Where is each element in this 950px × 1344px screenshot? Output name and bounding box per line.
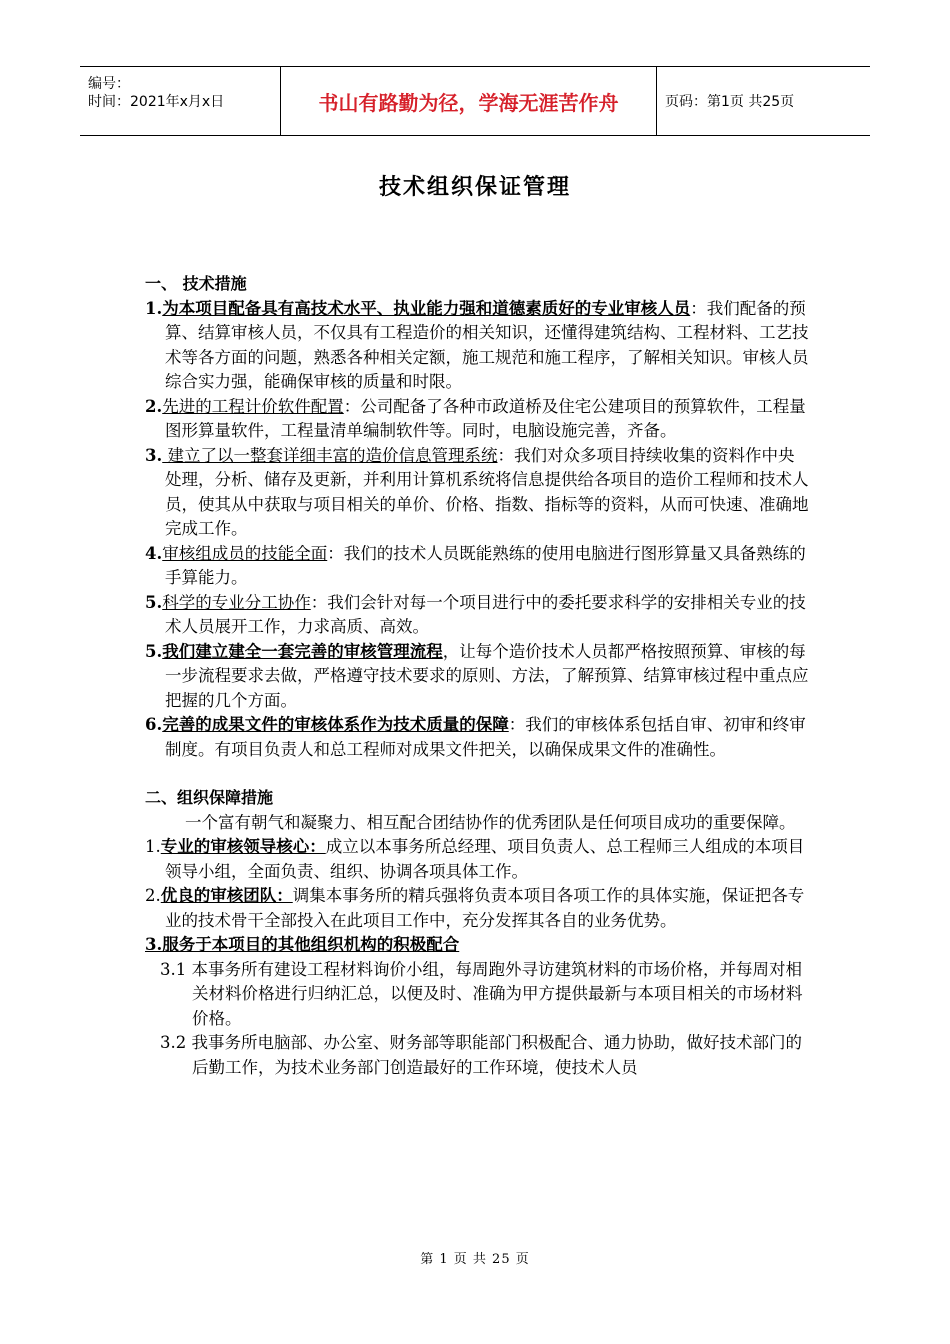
document-title: 技术组织保证管理 bbox=[378, 174, 571, 200]
item-number: 6. bbox=[145, 715, 163, 734]
item-body: ：我们的技术人员既能熟练的使用电脑进行图形算量又具备熟练的手算能力。 bbox=[165, 543, 806, 587]
document-time-label: 时间：2021年x月x日 bbox=[88, 94, 225, 110]
sub-item-number: 3.2 bbox=[160, 1033, 192, 1052]
sub-item bbox=[145, 958, 810, 1032]
item-number: 3. bbox=[145, 445, 163, 465]
section-heading-technical: 一、 技术措施 bbox=[145, 274, 247, 293]
item-number: 4. bbox=[145, 543, 163, 563]
item-title: 3.服务于本项目的其他组织机构的积极配合 bbox=[145, 935, 460, 954]
item-title: 审核组成员的技能全面 bbox=[162, 543, 328, 563]
item-title: 专业的审核领导核心： bbox=[160, 837, 326, 856]
header-table bbox=[80, 66, 870, 136]
list-item bbox=[145, 395, 810, 444]
item-body: ：我们对众多项目持续收集的资料作中央处理，分析、储存及更新，并利用计算机系统将信息提供给各项目的造价工程师和技术人员，使其从中获取与项目相关的单价、价格、指数、指标等的资料，从而可快速、准确地完成工作。 bbox=[165, 445, 809, 538]
sub-item-number: 3.1 bbox=[160, 959, 192, 979]
list-item bbox=[145, 640, 810, 714]
item-number: 1. bbox=[145, 298, 163, 318]
list-item bbox=[145, 835, 810, 884]
sub-item-text: 我事务所电脑部、办公室、财务部等职能部门积极配合、通力协助，做好技术部门的后勤工作，为技术业务部门创造最好的工作环境，使技术人员 bbox=[191, 1033, 802, 1077]
item-number: 2. bbox=[145, 396, 163, 416]
item-title: 建立了以一整套详细丰富的造价信息管理系统 bbox=[162, 445, 498, 465]
section-intro: 一个富有朝气和凝聚力、相互配合团结协作的优秀团队是任何项目成功的重要保障。 bbox=[185, 812, 796, 832]
list-item bbox=[145, 713, 810, 762]
item-title: 我们建立建全一套完善的审核管理流程 bbox=[162, 641, 443, 661]
item-title: 完善的成果文件的审核体系作为技术质量的保障 bbox=[162, 715, 509, 734]
item-number: 5. bbox=[145, 592, 163, 612]
document-number-label: 编号： bbox=[88, 76, 130, 92]
item-title: 为本项目配备具有高技术水平、执业能力强和道德素质好的专业审核人员 bbox=[162, 298, 691, 318]
list-item bbox=[145, 591, 810, 640]
section-heading-organization: 二、组织保障措施 bbox=[145, 788, 274, 807]
document-body bbox=[145, 272, 810, 1080]
item-title: 先进的工程计价软件配置 bbox=[162, 396, 344, 416]
item-body: 调集本事务所的精兵强将负责本项目各项工作的具体实施，保证把各专业的技术骨干全部投入在此项目工作中，充分发挥其各自的业务优势。 bbox=[165, 886, 805, 930]
item-body: 成立以本事务所总经理、项目负责人、总工程师三人组成的本项目领导小组，全面负责、组织、协调各项具体工作。 bbox=[165, 837, 805, 881]
list-item bbox=[145, 542, 810, 591]
item-number: 2. bbox=[145, 886, 161, 905]
header-page-info: 页码：第1页 共25页 bbox=[665, 94, 795, 110]
sub-item-text: 本事务所有建设工程材料询价小组，每周跑外寻访建筑材料的市场价格，并每周对相关材料价格进行归纳汇总，以便及时、准确为甲方提供最新与本项目相关的市场材料价格。 bbox=[191, 959, 803, 1028]
item-title: 优良的审核团队： bbox=[160, 886, 293, 905]
list-item bbox=[145, 444, 810, 542]
header-motto: 书山有路勤为径，学海无涯苦作舟 bbox=[281, 67, 657, 135]
section-spacer bbox=[145, 762, 810, 786]
item-title: 科学的专业分工协作 bbox=[162, 592, 311, 612]
list-item bbox=[145, 297, 810, 395]
item-body: ：我们配备的预算、结算审核人员，不仅具有工程造价的相关知识，还懂得建筑结构、工程材料、工艺技术等各方面的问题，熟悉各种相关定额，施工规范和施工程序，了解相关知识。审核人员综合实力强，能确保审核的质量和时限。 bbox=[165, 298, 809, 391]
page-footer: 第 1 页 共 25 页 bbox=[420, 1252, 530, 1267]
sub-item bbox=[145, 1031, 810, 1080]
item-body: ：公司配备了各种市政道桥及住宅公建项目的预算软件，工程量图形算量软件，工程量清单编制软件等。同时，电脑设施完善，齐备。 bbox=[165, 396, 806, 440]
item-body: ：我们会针对每一个项目进行中的委托要求科学的安排相关专业的技术人员展开工作，力求高质、高效。 bbox=[165, 592, 806, 636]
item-number: 5. bbox=[145, 641, 163, 661]
header-meta-cell bbox=[80, 67, 281, 135]
item-body: ：我们的审核体系包括自审、初审和终审制度。有项目负责人和总工程师对成果文件把关，以确保成果文件的准确性。 bbox=[165, 715, 806, 759]
list-item bbox=[145, 884, 810, 933]
item-number: 1. bbox=[145, 837, 161, 856]
list-item bbox=[145, 933, 810, 958]
item-body: ，让每个造价技术人员都严格按照预算、审核的每一步流程要求去做，严格遵守技术要求的原则、方法，了解预算、结算审核过程中重点应把握的几个方面。 bbox=[165, 641, 809, 710]
